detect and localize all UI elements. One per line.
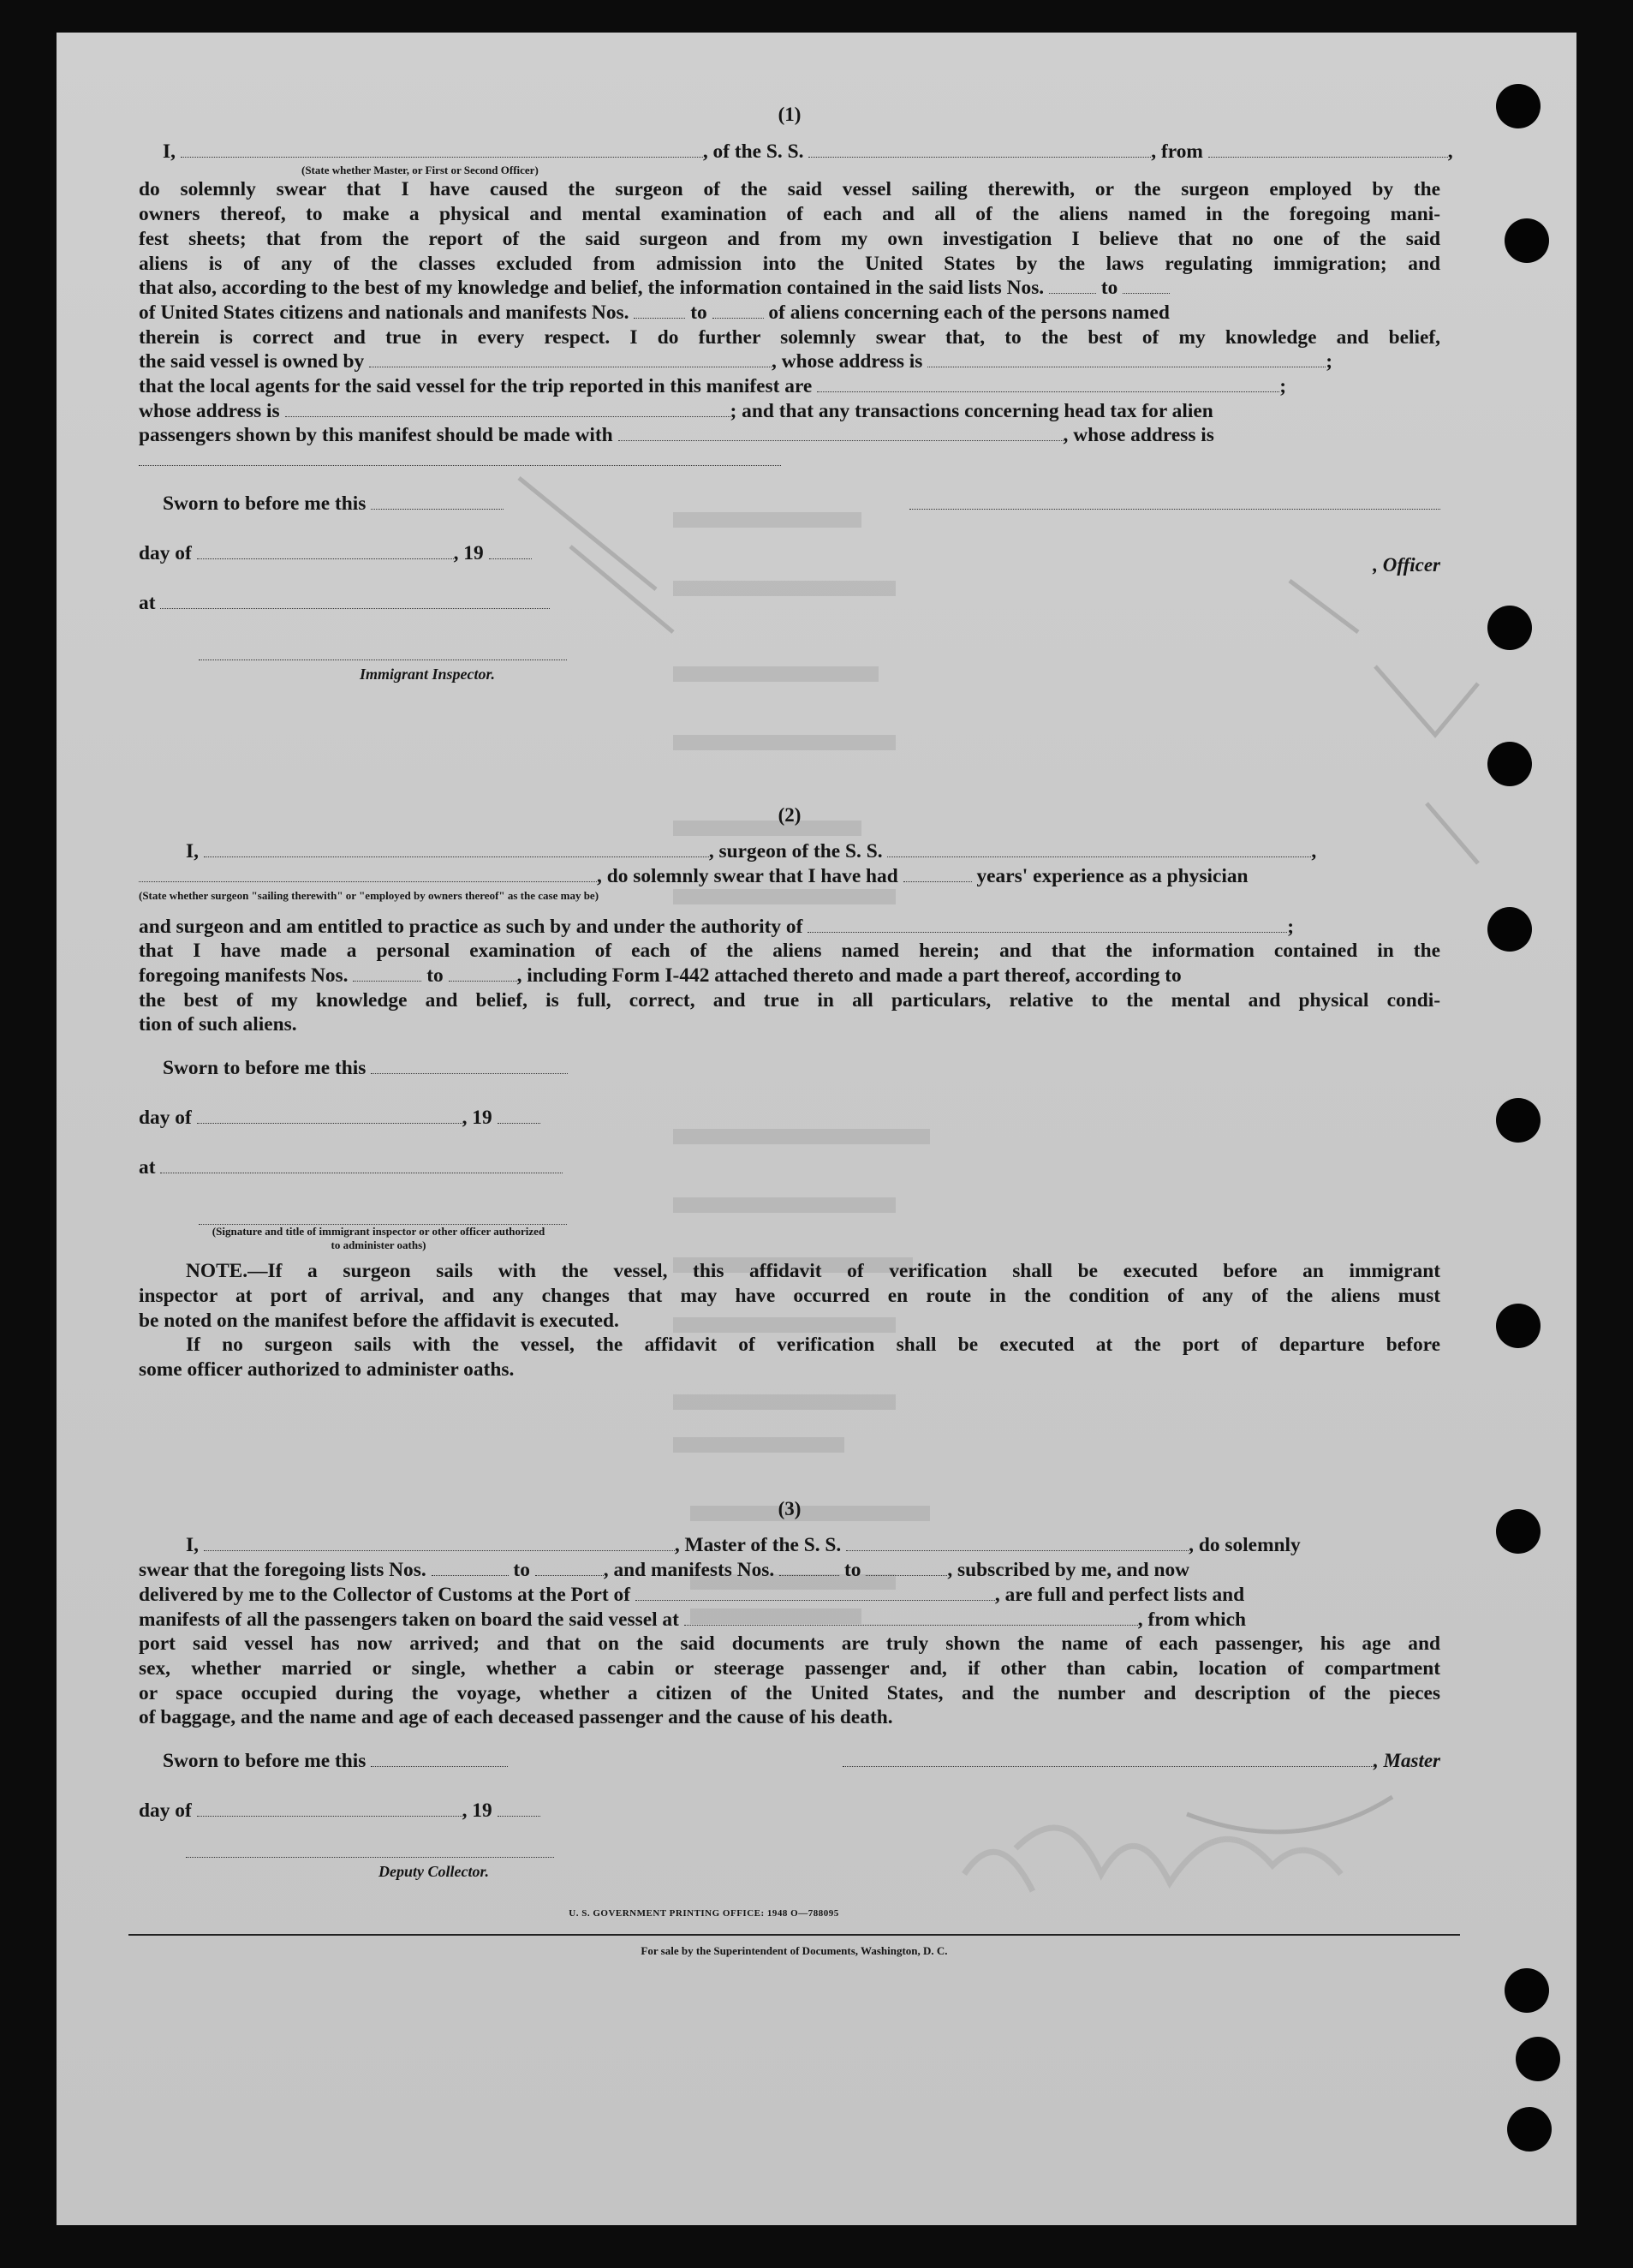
delivered-label: delivered by me to the Collector of Customs at the Port of <box>139 1583 631 1606</box>
best-knowledge-line: the best of my knowledge and belief, is full, correct, and true in all particulars, relative to the mental and physical condi- <box>139 988 1440 1012</box>
at-label: at <box>139 1156 156 1179</box>
master-body-line: of baggage, and the name and age of each deceased passenger and the cause of his death. <box>139 1706 893 1729</box>
from-which-label: , from which <box>1137 1608 1247 1631</box>
local-agents-label: that the local agents for the said vessel for the trip reported in this manifest are <box>139 375 813 398</box>
section2-jurat-day <box>139 1106 1440 1155</box>
day-of-field[interactable] <box>197 1800 462 1817</box>
to-label: to <box>426 964 444 988</box>
to-label: to <box>513 1559 530 1582</box>
surgeon-manifests-line <box>139 964 1440 988</box>
manifests-to-field[interactable] <box>712 302 764 319</box>
from-label: , from <box>1151 140 1203 163</box>
surgeon-of-label: , surgeon of the S. S. <box>708 840 883 863</box>
section3-jurat-day <box>139 1799 1440 1848</box>
manifest-nos-line <box>139 301 1440 325</box>
at-field[interactable] <box>160 1157 563 1173</box>
oath-paragraph-line: aliens is of any of the classes excluded from admission into the United States by the laws regulating immigration; and <box>139 252 1440 275</box>
agent-address-field[interactable] <box>285 401 730 417</box>
master-signature-field[interactable] <box>843 1751 1374 1767</box>
surgeon-years-line <box>139 864 1440 889</box>
year-label: , 19 <box>462 1799 492 1823</box>
master-of-label: , Master of the S. S. <box>674 1534 842 1557</box>
sworn-label: Sworn to before me this <box>163 492 367 515</box>
section-2-number: (2) <box>778 803 802 826</box>
punch-hole <box>1505 1968 1549 2013</box>
authority-label: and surgeon and am entitled to practice as such by and under the authority of <box>139 915 803 938</box>
departure-port-field[interactable] <box>1208 141 1448 158</box>
punch-hole <box>1496 1098 1541 1143</box>
master-line <box>139 1533 1440 1558</box>
agent-address-line <box>139 399 1440 424</box>
of-ss-label: , of the S. S. <box>702 140 804 163</box>
taken-aboard-label: manifests of all the passengers taken on board the said vessel at <box>139 1608 679 1631</box>
section-1-number: (1) <box>778 104 802 125</box>
head-tax-with-label: passengers shown by this manifest should be made with <box>139 424 613 447</box>
local-agents-line: that the local agents for the said vessel for the trip reported in this manifest are ; <box>139 375 1286 398</box>
surgeon-vessel-field[interactable] <box>887 841 1311 857</box>
do-solemnly-label: , do solemnly <box>1189 1534 1301 1557</box>
lists-from-field[interactable] <box>1049 278 1096 294</box>
year-label: , 19 <box>453 541 484 564</box>
section2-jurat-sworn <box>139 1056 1440 1106</box>
day-of-field[interactable] <box>197 543 454 559</box>
delivered-line <box>139 1583 1440 1608</box>
section1-jurat-sworn <box>139 492 1440 541</box>
head-tax-label: ; and that any transactions concerning head tax for alien <box>730 399 1213 422</box>
day-of-label: day of <box>139 1107 192 1130</box>
authority-line: and surgeon and am entitled to practice as such by and under the authority of ; <box>139 915 1295 938</box>
note-line: inspector at port of arrival, and any changes that may have occurred en route in the condition of any of the aliens must <box>139 1284 1440 1307</box>
punch-hole <box>1505 218 1549 263</box>
pronoun: I, <box>163 140 176 163</box>
punch-hole <box>1496 1304 1541 1348</box>
lists-to-field[interactable] <box>535 1560 604 1576</box>
surgeon-type-field[interactable] <box>139 866 597 882</box>
owner-field[interactable] <box>369 351 772 367</box>
lists-nos-line <box>139 276 1440 301</box>
no-surgeon-line: If no surgeon sails with the vessel, the affidavit of verification shall be executed at the port of departure before <box>186 1334 1440 1357</box>
head-tax-line <box>139 423 1440 448</box>
to-label: to <box>690 301 707 324</box>
agent-address-label: whose address is <box>139 399 280 422</box>
oath-paragraph-line: do solemnly swear that I have caused the surgeon of the said vessel sailing therewith, or the surgeon employed by the <box>139 178 1440 201</box>
signature-title-caption: (Signature and title of immigrant inspector or other officer authorized to administer oaths) <box>212 1225 545 1252</box>
owner-address-field[interactable] <box>927 351 1326 367</box>
port-field[interactable] <box>635 1585 995 1601</box>
officer-caption: , Officer <box>1373 553 1440 576</box>
owned-by-line: the said vessel is owned by , whose address is ; <box>139 350 1333 373</box>
do-swear-label: , do solemnly swear that I have had <box>597 864 898 887</box>
taken-aboard-line <box>139 1608 1440 1632</box>
no-surgeon-line: some officer authorized to administer oaths. <box>139 1358 515 1381</box>
day-of-label: day of <box>139 1799 192 1823</box>
pronoun: I, <box>186 840 199 863</box>
note-line: NOTE.—If a surgeon sails with the vessel, this affidavit of verification shall be executed before an immigrant <box>186 1260 1440 1283</box>
affidavit-form <box>139 86 1453 1925</box>
punch-hole <box>1496 1509 1541 1554</box>
punch-hole <box>1487 907 1532 952</box>
officer-name-field[interactable] <box>181 141 703 158</box>
full-perfect-label: , are full and perfect lists and <box>994 1583 1245 1606</box>
sworn-day-field[interactable] <box>371 493 504 510</box>
section-3-number: (3) <box>778 1497 802 1519</box>
to-label: to <box>1100 277 1118 300</box>
form-i442-label: , including Form I-442 attached thereto and made a part thereof, according to <box>516 964 1182 988</box>
manifests-nos-label: , and manifests Nos. <box>603 1559 775 1582</box>
master-body-line: or space occupied during the voyage, whether a citizen of the United States, and the number and description of the pieces <box>139 1681 1440 1704</box>
section3-jurat-sworn <box>139 1749 1440 1799</box>
year-field[interactable] <box>489 543 532 559</box>
day-of-field[interactable] <box>197 1107 462 1124</box>
owner-address-label: , whose address is <box>772 350 923 373</box>
deputy-collector-signature-line[interactable] <box>186 1857 554 1858</box>
pronoun: I, <box>186 1534 199 1557</box>
immigrant-inspector-caption: Immigrant Inspector. <box>360 665 496 683</box>
year-label: , 19 <box>462 1107 492 1130</box>
lists-to-field[interactable] <box>1123 278 1170 294</box>
swear-lists-line <box>139 1558 1440 1583</box>
lists-nos-label: swear that the foregoing lists Nos. <box>139 1559 426 1582</box>
subscribed-label: , subscribed by me, and now <box>947 1559 1190 1582</box>
exam-line: that I have made a personal examination of each of the aliens named herein; and that the information contained in the <box>139 940 1440 963</box>
to-label: to <box>843 1559 861 1582</box>
manifests-nos-label: foregoing manifests Nos. <box>139 964 349 988</box>
note-line: be noted on the manifest before the affidavit is executed. <box>139 1309 619 1332</box>
officer-signature-line[interactable] <box>909 509 1440 510</box>
at-label: at <box>139 591 156 614</box>
best-knowledge-line-end: tion of such aliens. <box>139 1013 297 1036</box>
section1-jurat-at <box>139 591 1440 641</box>
at-field[interactable] <box>160 593 550 609</box>
authority-field[interactable] <box>808 916 1287 933</box>
officer-subnote: (State whether Master, or First or Second Officer) <box>301 164 539 177</box>
master-caption: , Master <box>1374 1750 1440 1772</box>
year-field[interactable] <box>498 1800 540 1817</box>
sworn-day-field[interactable] <box>371 1058 568 1074</box>
manifests-from-field[interactable] <box>634 302 685 319</box>
punch-hole <box>1487 606 1532 650</box>
aliens-concerning-label: of aliens concerning each of the persons named <box>768 301 1170 324</box>
surgeon-oath-line: I, , surgeon of the S. S. , <box>186 840 1317 863</box>
gpo-imprint: U. S. GOVERNMENT PRINTING OFFICE: 1948 O—788095 <box>569 1907 839 1919</box>
oath-paragraph-line: owners thereof, to make a physical and mental examination of each and all of the aliens named in the foregoing mani- <box>139 203 1440 226</box>
owned-by-label: the said vessel is owned by <box>139 350 365 373</box>
vessel-name-field[interactable] <box>808 141 1151 158</box>
head-tax-address-row <box>139 448 1440 473</box>
master-signature-area <box>843 1749 1440 1774</box>
years-experience-label: years' experience as a physician <box>976 864 1249 887</box>
day-of-label: day of <box>139 541 192 564</box>
master-oath-line: I, , of the S. S. , from , <box>163 140 1453 163</box>
head-tax-address-field[interactable] <box>139 450 781 466</box>
punch-hole <box>1507 2107 1552 2152</box>
head-tax-party-field[interactable] <box>618 425 1064 441</box>
surgeon-manifests-from-field[interactable] <box>353 965 421 982</box>
surgeon-subnote: (State whether surgeon "sailing therewith" or "employed by owners thereof" as the case may be) <box>139 888 599 902</box>
master-body-line: port said vessel has now arrived; and that on the said documents are truly shown the name of each passenger, his age and <box>139 1632 1440 1656</box>
year-field[interactable] <box>498 1107 540 1124</box>
correct-true-line: therein is correct and true in every respect. I do further solemnly swear that, to the best of my knowledge and belief, <box>139 325 1440 349</box>
manifests-nos-label: of United States citizens and nationals and manifests Nos. <box>139 301 629 324</box>
lists-nos-label: that also, according to the best of my knowledge and belief, the information contained in the said lists Nos. <box>139 277 1045 300</box>
section1-jurat-day <box>139 541 1440 591</box>
head-tax-address-label: , whose address is <box>1063 424 1214 447</box>
surgeon-manifests-to-field[interactable] <box>449 965 517 982</box>
section2-jurat-at <box>139 1155 1440 1205</box>
punch-hole <box>1487 742 1532 786</box>
manifests-from-field[interactable] <box>779 1560 839 1576</box>
manifests-to-field[interactable] <box>866 1560 947 1576</box>
surgeon-name-field[interactable] <box>204 841 709 857</box>
master-body-line: sex, whether married or single, whether a cabin or steerage passenger and, if other than cabin, location of compartment <box>139 1656 1440 1680</box>
oath-paragraph-line: fest sheets; that from the report of the said surgeon and from my own investigation I believe that no one of the said <box>139 227 1440 250</box>
punch-hole <box>1496 84 1541 128</box>
years-field[interactable] <box>903 866 972 882</box>
lists-from-field[interactable] <box>432 1560 509 1576</box>
footer <box>128 1934 1460 1958</box>
master-name-field[interactable] <box>204 1535 675 1551</box>
sworn-day-field[interactable] <box>371 1751 508 1767</box>
master-vessel-field[interactable] <box>846 1535 1189 1551</box>
sworn-label: Sworn to before me this <box>163 1750 367 1773</box>
footer-rule <box>128 1934 1460 1936</box>
sworn-label: Sworn to before me this <box>163 1057 367 1080</box>
departure-port-field[interactable] <box>684 1609 1138 1626</box>
for-sale-notice: For sale by the Superintendent of Documents, Washington, D. C. <box>641 1944 948 1957</box>
local-agents-field[interactable] <box>817 376 1279 392</box>
punch-hole <box>1516 2037 1560 2081</box>
deputy-collector-caption: Deputy Collector. <box>378 1863 489 1881</box>
